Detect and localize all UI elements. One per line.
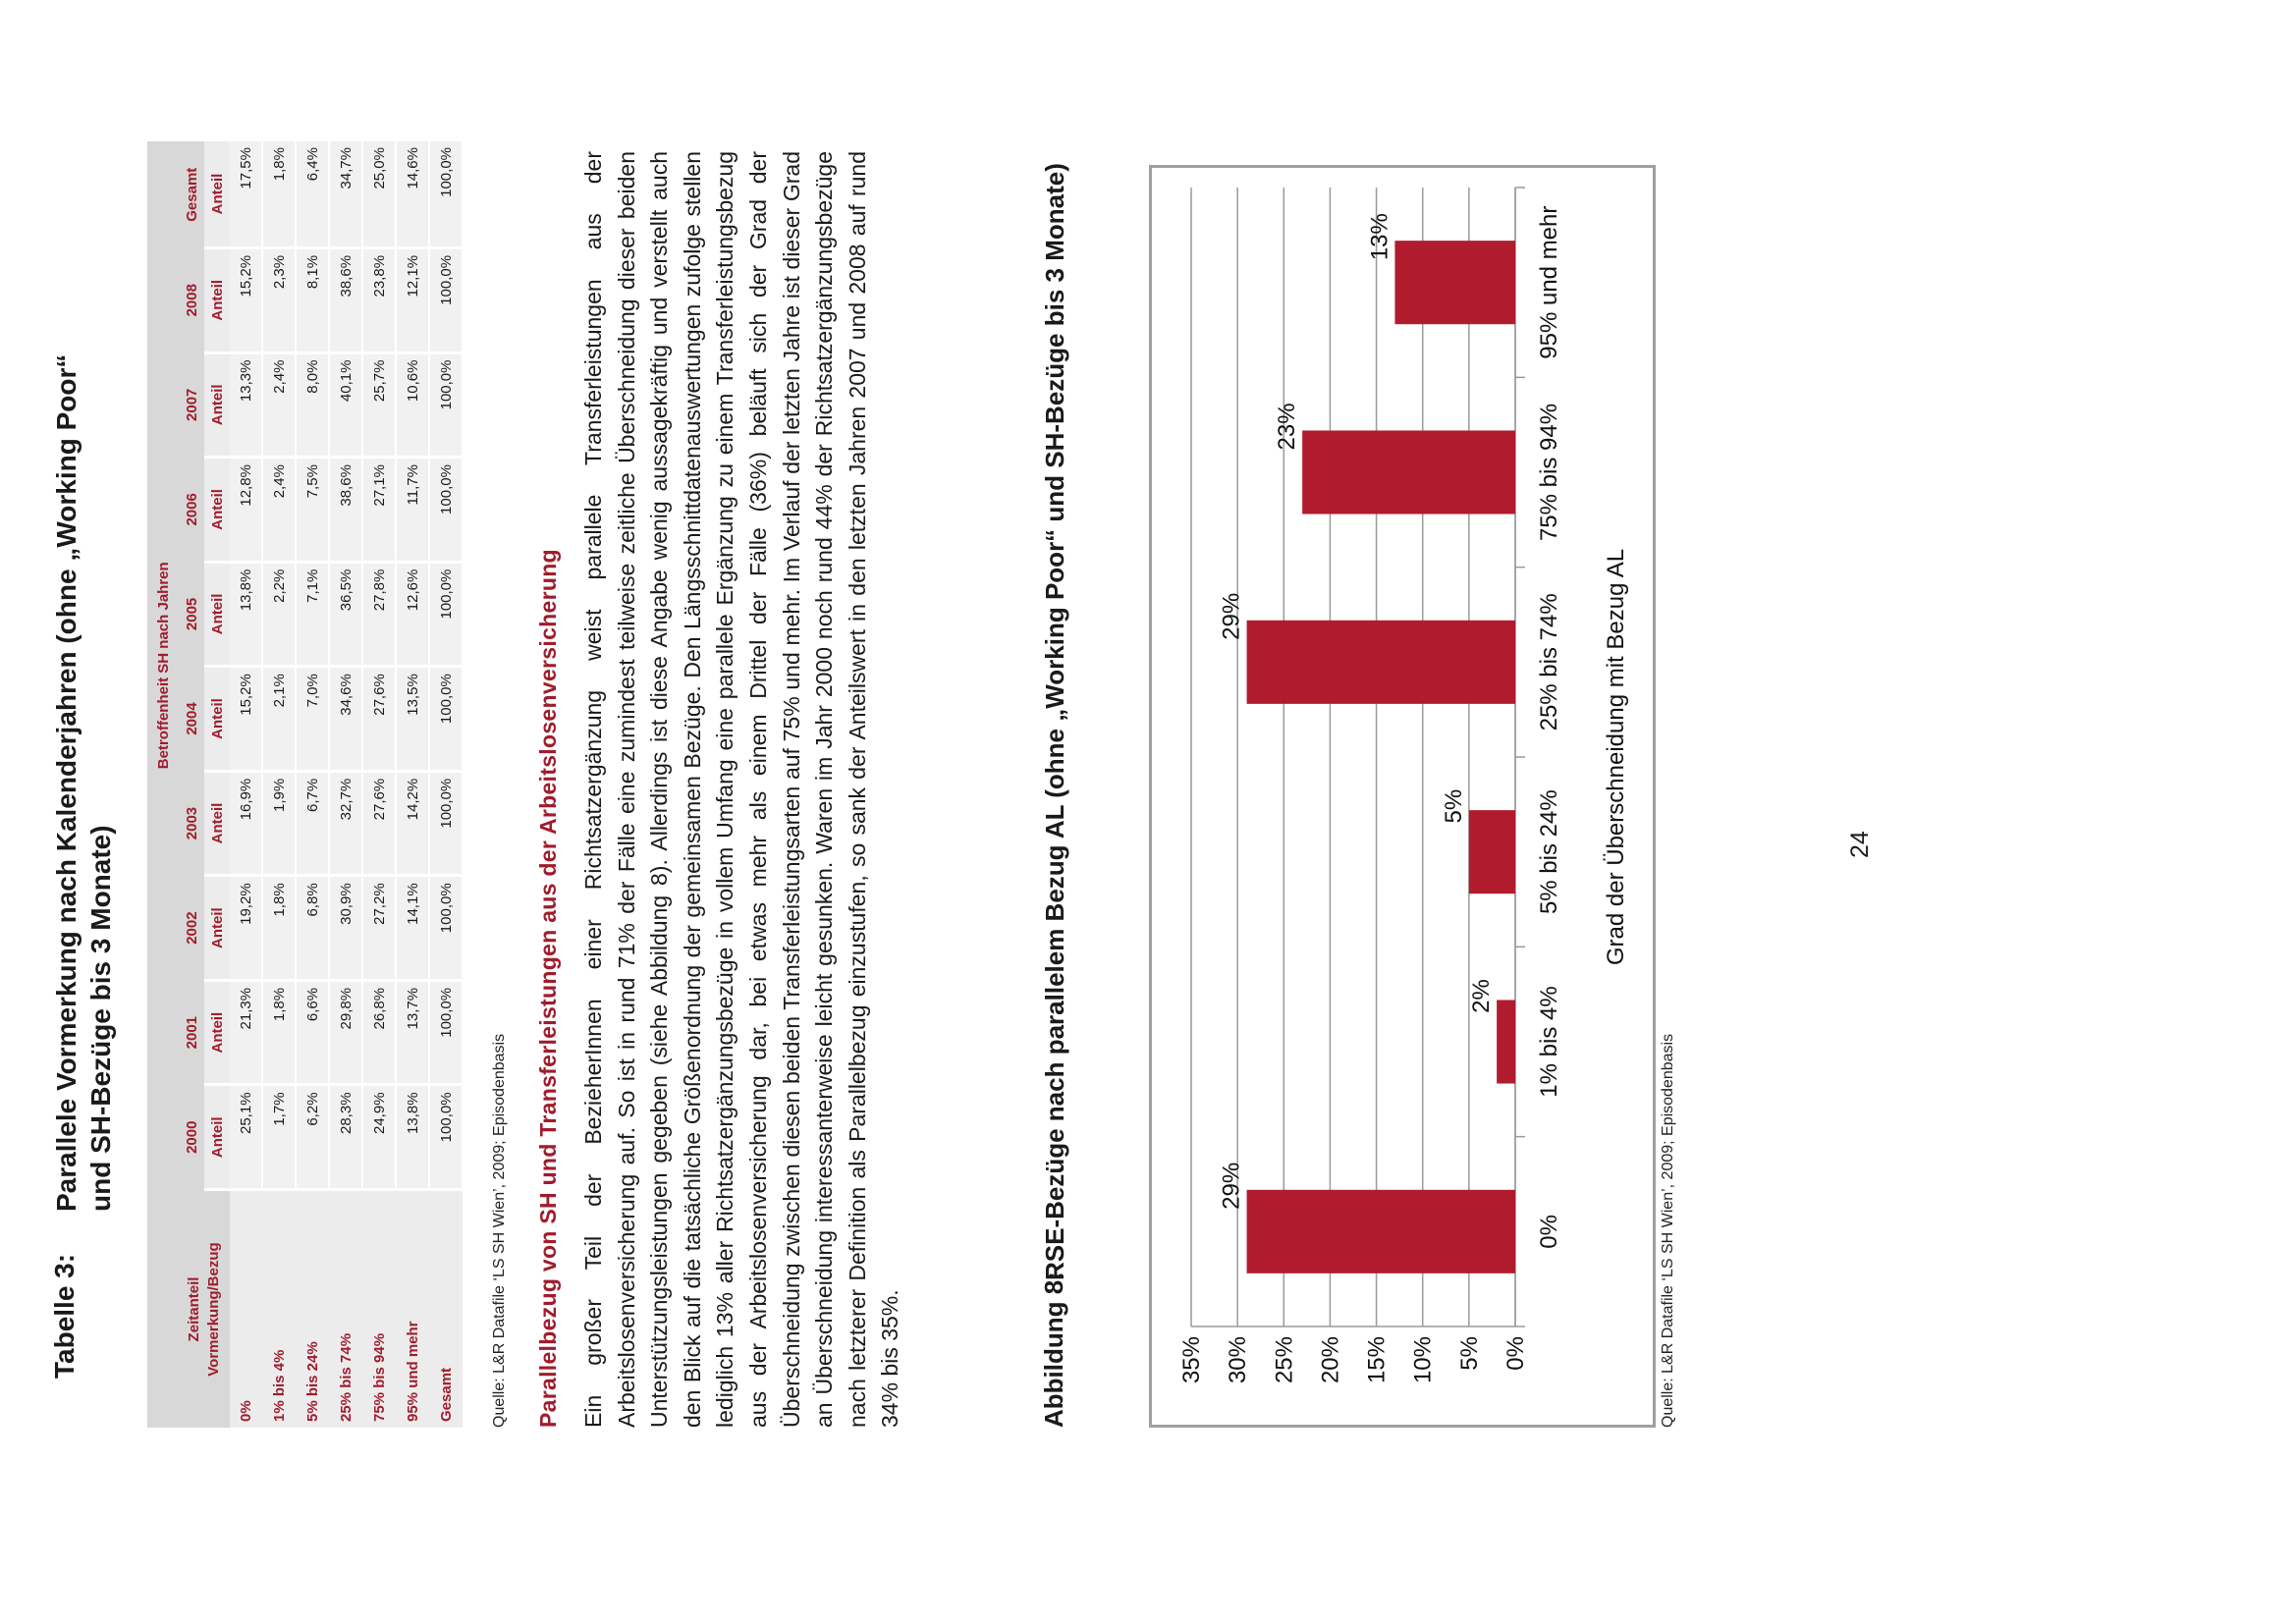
table-cell: 100,0% [429,562,463,667]
section-heading: Parallelbezug von SH und Transferleistungen aus der Arbeitslosenversicherung [535,549,561,1428]
y-tick-label: 10% [1409,1336,1437,1384]
bar [1469,810,1515,893]
bar [1247,1190,1515,1273]
table-cell: 6,6% [296,980,329,1085]
table-cell: 13,3% [230,352,262,458]
bar-value-label: 5% [1440,788,1467,824]
y-tick-label: 25% [1271,1336,1298,1384]
table-cell: 11,7% [396,458,429,563]
table-cell: 16,9% [230,771,262,876]
row-label: 95% und mehr [396,1190,429,1428]
row-label: 25% bis 74% [329,1190,362,1428]
figure-source: Quelle: L&R Datafile ‘LS SH Wien’, 2009; Episodenbasis [1660,1033,1676,1428]
table-cell: 38,6% [329,247,362,352]
table-cell: 28,3% [329,1085,362,1190]
y-tick-label: 5% [1455,1336,1483,1371]
table-cell: 100,0% [429,247,463,352]
row-label: 75% bis 94% [362,1190,396,1428]
table-cell: 32,7% [329,771,362,876]
table-cell: 14,6% [396,141,429,247]
table-cell: 25,0% [362,141,396,247]
column-sub-header: Anteil [204,141,230,247]
table-corner [147,1190,179,1428]
table-cell: 25,1% [230,1085,262,1190]
table-cell: 6,4% [296,141,329,247]
data-table [147,141,464,1428]
column-sub-header: Anteil [204,1085,230,1190]
table-group-header: Betroffenheit SH nach Jahren [147,141,179,1190]
bar-value-label: 29% [1218,592,1245,640]
column-year-header: 2002 [179,876,204,981]
table-cell: 13,8% [230,562,262,667]
row-label: 5% bis 24% [296,1190,329,1428]
table-cell: 1,8% [262,141,296,247]
table-cell: 17,5% [230,141,262,247]
bar-value-label: 29% [1218,1162,1245,1210]
column-sub-header: Anteil [204,667,230,772]
bar [1302,430,1515,514]
table-cell: 2,4% [262,458,296,563]
table-cell: 8,0% [296,352,329,458]
x-category-label: 1% bis 4% [1536,986,1562,1098]
table-row [329,141,362,1428]
column-sub-header: Anteil [204,562,230,667]
figure-label: Abbildung 8: [1039,1272,1068,1428]
bar [1247,621,1515,704]
table-row [396,141,429,1428]
table-cell: 100,0% [429,458,463,563]
table-cell: 10,6% [396,352,429,458]
column-year-header: 2007 [179,352,204,458]
table-cell: 12,1% [396,247,429,352]
table-body [230,141,463,1428]
table-cell: 34,7% [329,141,362,247]
table-cell: 1,7% [262,1085,296,1190]
table-cell: 2,2% [262,562,296,667]
table-cell: 13,7% [396,980,429,1085]
table-cell: 100,0% [429,980,463,1085]
figure-title: RSE-Bezüge nach parallelem Bezug AL (ohne „Working Poor“ und SH-Bezüge bis 3 Monate) [1040,163,1069,1280]
table-cell: 27,1% [362,458,396,563]
x-category-label: 95% und mehr [1536,205,1562,359]
column-year-header: 2004 [179,667,204,772]
y-tick-label: 20% [1317,1336,1344,1384]
table-cell: 24,9% [362,1085,396,1190]
table-cell: 14,2% [396,771,429,876]
x-axis-title: Grad der Überschneidung mit Bezug AL [1603,548,1629,966]
column-sub-header: Anteil [204,247,230,352]
table-cell: 12,8% [230,458,262,563]
x-category-label: 25% bis 74% [1536,593,1562,731]
table-title: Parallele Vormerkung nach Kalenderjahren (ohne „Working Poor“ und SH-Bezüge bis 3 Monate) [51,353,116,1212]
table-cell: 7,0% [296,667,329,772]
table-cell: 27,6% [362,771,396,876]
bar-chart [1149,165,1656,1428]
column-year-header: 2001 [179,980,204,1085]
page-number: 24 [1846,831,1874,858]
bar [1394,241,1515,324]
table-label: Tabelle 3: [49,1253,80,1379]
table-source: Quelle: L&R Datafile ‘LS SH Wien’, 2009; Episodenbasis [491,1033,508,1428]
column-sub-header: Anteil [204,980,230,1085]
x-category-label: 5% bis 24% [1536,789,1562,915]
table-cell: 7,1% [296,562,329,667]
column-sub-header: Anteil [204,458,230,563]
table-cell: 8,1% [296,247,329,352]
table-cell: 40,1% [329,352,362,458]
table-row-stub [179,1190,230,1428]
table-cell: 21,3% [230,980,262,1085]
table-row [262,141,296,1428]
y-tick-label: 15% [1363,1336,1391,1384]
table-cell: 27,6% [362,667,396,772]
row-stub-line-2: Vormerkung/Bezug [205,1242,222,1377]
table-cell: 100,0% [429,771,463,876]
bar-value-label: 13% [1366,213,1393,261]
column-year-header: 2006 [179,458,204,563]
table-cell: 100,0% [429,667,463,772]
table-cell: 2,1% [262,667,296,772]
table-cell: 27,8% [362,562,396,667]
row-label: 1% bis 4% [262,1190,296,1428]
table-cell: 30,9% [329,876,362,981]
x-category-label: 75% bis 94% [1536,403,1562,542]
bar [1497,1000,1515,1083]
table-cell: 25,7% [362,352,396,458]
column-sub-header: Anteil [204,771,230,876]
row-label: 0% [230,1190,262,1428]
column-sub-header: Anteil [204,876,230,981]
column-year-header: 2003 [179,771,204,876]
table-cell: 19,2% [230,876,262,981]
y-tick-label: 35% [1178,1336,1205,1384]
table-cell: 2,3% [262,247,296,352]
table-cell: 36,5% [329,562,362,667]
table-row [429,141,463,1428]
table-row [362,141,396,1428]
table-cell: 7,5% [296,458,329,563]
table-cell: 15,2% [230,247,262,352]
table-cell: 12,6% [396,562,429,667]
table-cell: 6,8% [296,876,329,981]
y-tick-label: 30% [1225,1336,1252,1384]
column-year-header: 2005 [179,562,204,667]
table-cell: 15,2% [230,667,262,772]
table-cell: 23,8% [362,247,396,352]
table-cell: 1,9% [262,771,296,876]
table-cell: 1,8% [262,876,296,981]
table-cell: 1,8% [262,980,296,1085]
table-cell: 100,0% [429,1085,463,1190]
table-cell: 14,1% [396,876,429,981]
table-cell: 38,6% [329,458,362,563]
column-sub-header: Anteil [204,352,230,458]
column-year-header: Gesamt [179,141,204,247]
column-year-header: 2000 [179,1085,204,1190]
table-cell: 29,8% [329,980,362,1085]
row-label: Gesamt [429,1190,463,1428]
bar-value-label: 23% [1274,403,1301,451]
table-cell: 27,2% [362,876,396,981]
table-row [230,141,262,1428]
table-cell: 13,5% [396,667,429,772]
table-cell: 13,8% [396,1085,429,1190]
table-cell: 100,0% [429,352,463,458]
table-cell: 6,2% [296,1085,329,1190]
table-cell: 6,7% [296,771,329,876]
bar-value-label: 2% [1468,979,1496,1013]
table-cell: 34,6% [329,667,362,772]
table-cell: 100,0% [429,141,463,247]
bar-chart-svg [1152,168,1653,1425]
body-paragraph: Ein großer Teil der BezieherInnen einer Richtsatzergänzung weist parallele Transferleistungen aus der Arbeitslosenversicherung auf. So ist in rund 71% der Fälle eine zumindest teilweise zeitliche Überschneidung dieser beiden Unterstützungsleistungen gegeben (siehe Abbildung 8). Allerdings ist diese Angabe wenig aussagekräftig und verstellt auch den Blick auf die tatsächliche Größenordnung der gemeinsamen Bezüge. Den Längsschnittdatenauswertungen zufolge stellen lediglich 13% aller Richtsatzergänzungsbezüge in vollem Umfang eine parallele Ergänzung zu einem Transferleistungsbezug aus der Arbeitslosenversicherung dar, bei etwas mehr als einem Drittel der Fälle (36%) beläuft sich der Grad der Überschneidung zwischen diesen beiden Transferleistungsarten auf 75% und mehr. Im Verlauf der letzten Jahre ist dieser Grad an Überschneidung interessanterweise leicht gesunken. Waren im Jahr 2000 noch rund 44% der Richtsatzergänzungsbezüge nach letzterer Definition als Parallelbezug einzustufen, so sank der Anteilswert in den letzten Jahren 2007 und 2008 auf rund 34% bis 35%. [580,151,903,1428]
x-category-label: 0% [1536,1214,1562,1249]
row-stub-line-1: Zeitanteil [186,1276,202,1342]
table-cell: 2,4% [262,352,296,458]
y-tick-label: 0% [1502,1336,1529,1371]
table-cell: 100,0% [429,876,463,981]
column-year-header: 2008 [179,247,204,352]
table-row [296,141,329,1428]
table-cell: 26,8% [362,980,396,1085]
